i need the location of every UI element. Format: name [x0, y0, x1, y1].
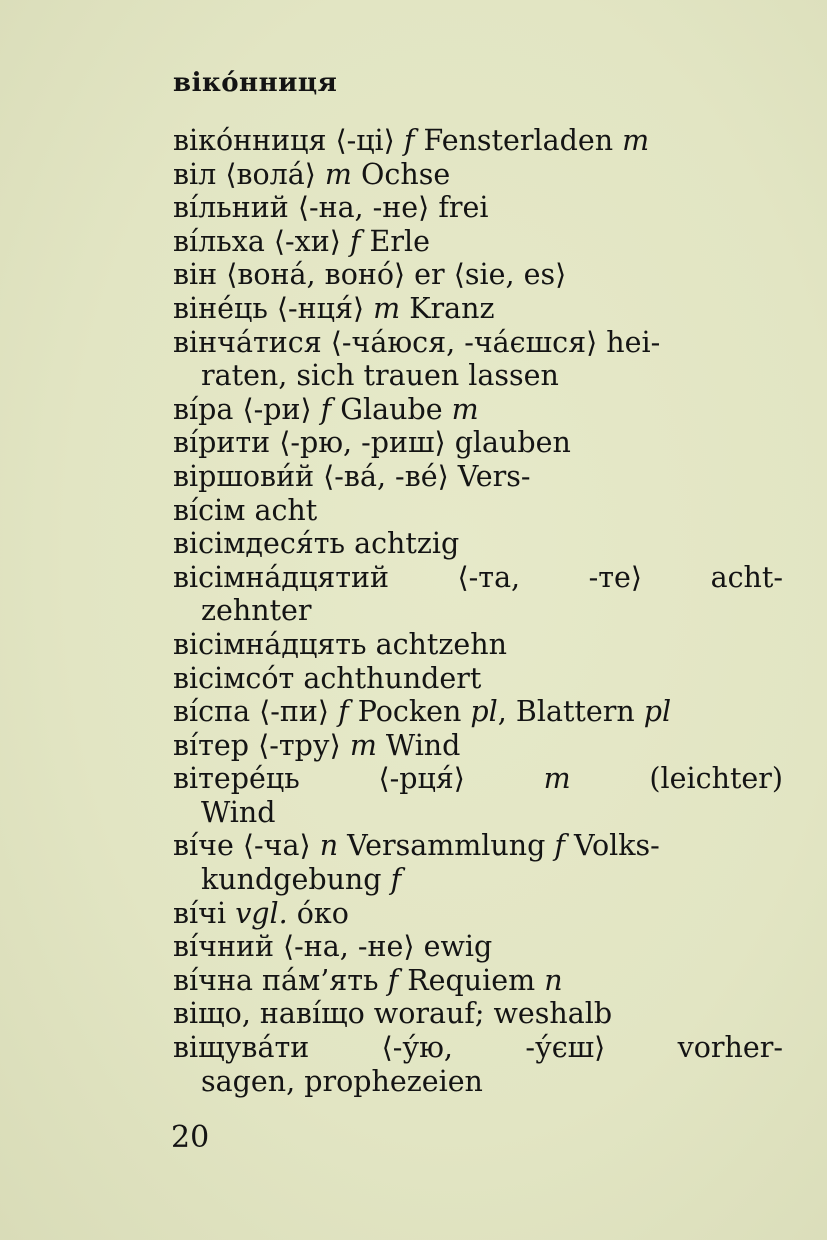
dictionary-entry — [173, 527, 783, 561]
dictionary-entry — [173, 1031, 783, 1098]
entry-text: Wind — [201, 795, 276, 829]
entry-text: Pocken — [348, 695, 471, 729]
dictionary-entry — [173, 729, 783, 763]
entry-text: вінча́тися ⟨-ча́юся, -ча́єшся⟩ hei- — [173, 325, 661, 359]
entry-text: ві́льха ⟨-хи⟩ — [173, 224, 350, 258]
entry-text: sagen, prophezeien — [201, 1064, 483, 1098]
dictionary-entry — [173, 997, 783, 1031]
dictionary-entry — [173, 393, 783, 427]
grammar-label: m — [324, 157, 352, 191]
grammar-label: m — [349, 728, 377, 762]
entry-text: Glaube — [331, 392, 452, 426]
grammar-label: f — [320, 392, 332, 426]
entry-text: , Blattern — [497, 695, 644, 729]
entry-line — [173, 762, 783, 796]
entry-text: kundgebung — [201, 863, 391, 897]
entry-text: віщува́ти — [173, 1031, 310, 1065]
dictionary-entry — [173, 158, 783, 192]
dictionary-entry — [173, 258, 783, 292]
entry-text: ві́тер ⟨-тру⟩ — [173, 728, 350, 762]
grammar-label: n — [319, 829, 339, 863]
entry-continuation-line — [173, 796, 783, 830]
entry-line — [173, 326, 783, 360]
entry-text: ⟨-у́ю, — [381, 1031, 453, 1065]
entry-text: Kranz — [400, 291, 495, 325]
dictionary-entry — [173, 762, 783, 829]
grammar-label: f — [390, 863, 402, 897]
entry-text: -те⟩ — [588, 560, 643, 594]
entry-text: ві́чна па́м’ять — [173, 963, 388, 997]
entry-line — [173, 897, 783, 931]
entry-text: ві́рити ⟨-рю, -риш⟩ glauben — [173, 426, 571, 460]
entry-line — [173, 494, 783, 528]
page-number: 20 — [171, 1120, 210, 1155]
entry-text: zehnter — [201, 594, 312, 628]
entry-text: acht- — [710, 560, 783, 594]
entry-continuation-line — [173, 359, 783, 393]
entry-line — [173, 393, 783, 427]
dictionary-entry — [173, 829, 783, 896]
entry-text: Erle — [360, 224, 430, 258]
dictionary-entry — [173, 964, 783, 998]
dictionary-entries — [173, 124, 783, 1098]
dictionary-entry — [173, 897, 783, 931]
grammar-label: f — [554, 829, 565, 863]
entry-line — [173, 460, 783, 494]
entry-line — [173, 258, 783, 292]
grammar-label: m — [622, 124, 650, 157]
entry-text: вісімсо́т achthundert — [173, 661, 482, 695]
dictionary-entry — [173, 124, 783, 158]
dictionary-entry — [173, 225, 783, 259]
entry-line — [173, 964, 783, 998]
entry-line — [173, 426, 783, 460]
entry-line — [173, 997, 783, 1031]
entry-line — [173, 158, 783, 192]
entry-text: він ⟨вона́, воно́⟩ er ⟨sie, es⟩ — [173, 258, 567, 292]
entry-line — [173, 695, 783, 729]
entry-text: Ochse — [351, 157, 451, 191]
entry-text: ⟨-рця́⟩ — [378, 762, 465, 796]
entry-continuation-line — [173, 1065, 783, 1099]
dictionary-entry — [173, 426, 783, 460]
entry-text: вітере́ць — [173, 762, 300, 796]
entry-text: віршови́й ⟨-ва́, -ве́⟩ Vers- — [173, 459, 531, 493]
entry-text: о́ко — [287, 896, 349, 930]
dictionary-entry — [173, 930, 783, 964]
grammar-label: f — [387, 963, 399, 997]
entry-continuation-line — [173, 594, 783, 628]
dictionary-entry — [173, 662, 783, 696]
entry-text: -у́єш⟩ — [525, 1031, 606, 1065]
entry-line — [173, 191, 783, 225]
entry-text: вісімдеся́ть achtzig — [173, 527, 460, 561]
dictionary-entry — [173, 326, 783, 393]
dictionary-entry — [173, 292, 783, 326]
entry-line — [173, 628, 783, 662]
entry-line — [173, 561, 783, 595]
grammar-label: f — [338, 695, 349, 729]
entry-text: ві́ра ⟨-ри⟩ — [173, 392, 321, 426]
entry-continuation-line — [173, 863, 783, 897]
entry-text: віщо, наві́що worauf; weshalb — [173, 997, 613, 1031]
entry-text: Fensterladen — [414, 124, 623, 157]
grammar-label: n — [544, 963, 563, 997]
dictionary-entry — [173, 561, 783, 628]
entry-text: ві́че ⟨-ча⟩ — [173, 829, 320, 863]
entry-text: ві́спа ⟨-пи⟩ — [173, 695, 339, 729]
grammar-label: f — [403, 124, 415, 157]
entry-text: vorher- — [677, 1031, 783, 1065]
entry-line — [173, 292, 783, 326]
grammar-label: m — [543, 762, 571, 796]
entry-text: (leichter) — [649, 762, 783, 796]
entry-text: ⟨-та, — [457, 560, 521, 594]
entry-text: Volks- — [564, 829, 660, 863]
entry-text: ві́чний ⟨-на, -не⟩ ewig — [173, 930, 493, 964]
entry-text: ві́сім acht — [173, 493, 318, 527]
entry-line — [173, 1031, 783, 1065]
entry-text: Wind — [376, 728, 461, 762]
entry-text: віко́нниця ⟨-ці⟩ — [173, 124, 404, 157]
running-head: віко́нниця — [173, 68, 338, 98]
entry-text: вісімна́дцять achtzehn — [173, 627, 507, 661]
entry-line — [173, 930, 783, 964]
dictionary-entry — [173, 695, 783, 729]
dictionary-entry — [173, 460, 783, 494]
entry-line — [173, 729, 783, 763]
grammar-label: f — [349, 224, 361, 258]
entry-text: Requiem — [398, 963, 545, 997]
grammar-label: pl — [470, 695, 498, 729]
dictionary-entry — [173, 494, 783, 528]
entry-text: ві́льний ⟨-на, -не⟩ frei — [173, 191, 489, 225]
grammar-label: m — [451, 392, 479, 426]
entry-line — [173, 527, 783, 561]
entry-text: ві́чі — [173, 896, 236, 930]
dictionary-entry — [173, 191, 783, 225]
entry-line — [173, 829, 783, 863]
entry-line — [173, 225, 783, 259]
entry-line — [173, 124, 783, 158]
dictionary-entry — [173, 628, 783, 662]
entry-text: вісімна́дцятий — [173, 560, 390, 594]
entry-text: віл ⟨вола́⟩ — [173, 157, 325, 191]
entry-text: raten, sich trauen lassen — [201, 359, 559, 393]
grammar-label: vgl. — [235, 896, 288, 930]
entry-line — [173, 662, 783, 696]
entry-text: віне́ць ⟨-нця́⟩ — [173, 291, 374, 325]
grammar-label: m — [373, 291, 401, 325]
grammar-label: pl — [643, 695, 672, 729]
entry-text: Versammlung — [338, 829, 555, 863]
